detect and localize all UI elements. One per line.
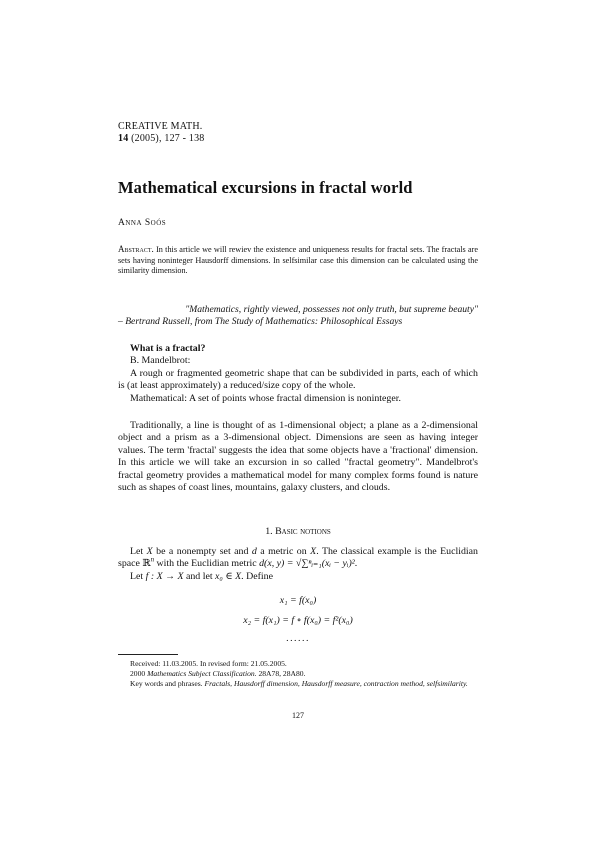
author-name: Anna Soós <box>118 218 167 228</box>
what-is-fractal-section <box>118 343 478 405</box>
keywords-text: Fractals, Hausdorff dimension, Hausdorff measure, contraction method, selfsimilarity. <box>204 679 468 689</box>
text-run: Let <box>130 546 147 557</box>
math-function-def: f : X → X <box>145 570 184 582</box>
journal-header <box>118 121 478 145</box>
abstract <box>118 244 478 277</box>
abstract-text: In this article we will rewiev the existence and uniqueness results for fractal sets. The fractals are sets having noninteger Hausdorff dimensions. In selfsimilar case this dimension can be calculated using the similarity dimension. <box>118 245 478 276</box>
text-run: . The classical example is the Euclidian space ℝ <box>118 546 478 570</box>
footnote-rule <box>118 654 178 655</box>
euclidean-metric-formula: d(x, y) = √∑ⁿᵢ₌₁(xᵢ − yᵢ)² <box>259 558 355 570</box>
section-heading <box>118 526 478 537</box>
basic-notions-text <box>118 546 478 583</box>
section-title: Basic notions <box>275 526 331 537</box>
paper-title: Mathematical excursions in fractal world <box>118 178 413 197</box>
text-run: . <box>354 558 358 570</box>
quote-line: "Mathematics, rightly viewed, possesses not only truth, but supreme beauty" <box>185 304 478 315</box>
mathematical-definition: Mathematical: A set of points whose fractal dimension is noninteger. <box>130 392 401 404</box>
abstract-label: Abstract. <box>118 244 154 254</box>
math-symbol: X <box>146 546 153 557</box>
quote-attribution: – Bertrand Russell, from The Study of Mathematics: Philosophical Essays <box>118 316 403 328</box>
what-is-heading: What is a fractal? <box>130 343 206 354</box>
math-element-def: x₀ ∈ X <box>215 570 242 582</box>
text-run: and let <box>183 570 216 582</box>
msc-codes: 28A78, 28A80. <box>256 669 306 679</box>
msc-label: Mathematics Subject Classification. <box>147 669 257 679</box>
math-symbol: X <box>310 546 317 557</box>
footnote-msc <box>118 669 478 679</box>
continuation-dots: ...... <box>286 633 310 644</box>
equation-1: x₁ = f(x₀) <box>279 595 317 606</box>
footnote-received: Received: 11.03.2005. In revised form: 21.05.2005. <box>130 659 287 668</box>
journal-volume: 14 <box>118 133 129 144</box>
footnotes <box>118 659 478 690</box>
math-symbol: d <box>251 546 257 557</box>
section-number: 1. <box>265 526 276 537</box>
math-superscript: n <box>150 557 155 565</box>
traditionally-text: Traditionally, a line is thought of as 1-dimensional object; a plane as a 2-dimensional object and a prism as a 3-dimensional object. Dimensions are seen as having integer values. The term 'fractal' suggests the idea that some objects have a 'fractional' dimension. In this article we will take an excursion in so called "fractal geometry". Mandelbrot's fractal geometry provides a mathematical model for many complex forms found is nature such as shapes of coast lines, mountains, galaxy clusters, and clouds. <box>118 420 478 494</box>
text-run: be a nonempty set and <box>152 546 252 557</box>
mandelbrot-definition: A rough or fragmented geometric shape that can be subdivided in parts, each of which is (at least approximately) a reduced/size copy of the whole. <box>118 367 478 392</box>
text-run: Let <box>130 570 146 582</box>
text-run: a metric on <box>256 546 311 557</box>
equation-2: x₂ = f(x₁) = f ∘ f(x₀) = f²(x₀) <box>243 615 353 626</box>
journal-year-pages: (2005), 127 - 138 <box>128 133 205 144</box>
epigraph-quote <box>118 304 478 329</box>
text-run: . Define <box>241 570 273 582</box>
msc-year: 2000 <box>130 669 148 679</box>
notions-paragraph-2 <box>118 571 478 583</box>
page-number: 127 <box>292 711 304 720</box>
mandelbrot-attribution: B. Mandelbrot: <box>130 355 191 367</box>
journal-name: CREATIVE MATH. <box>118 121 203 132</box>
footnote-keywords <box>118 679 478 689</box>
keywords-label: Key words and phrases. <box>130 679 205 689</box>
text-run: with the Euclidian metric <box>154 558 260 570</box>
journal-volume-line <box>118 133 478 145</box>
traditionally-paragraph <box>118 420 478 494</box>
notions-paragraph-1 <box>118 546 478 571</box>
